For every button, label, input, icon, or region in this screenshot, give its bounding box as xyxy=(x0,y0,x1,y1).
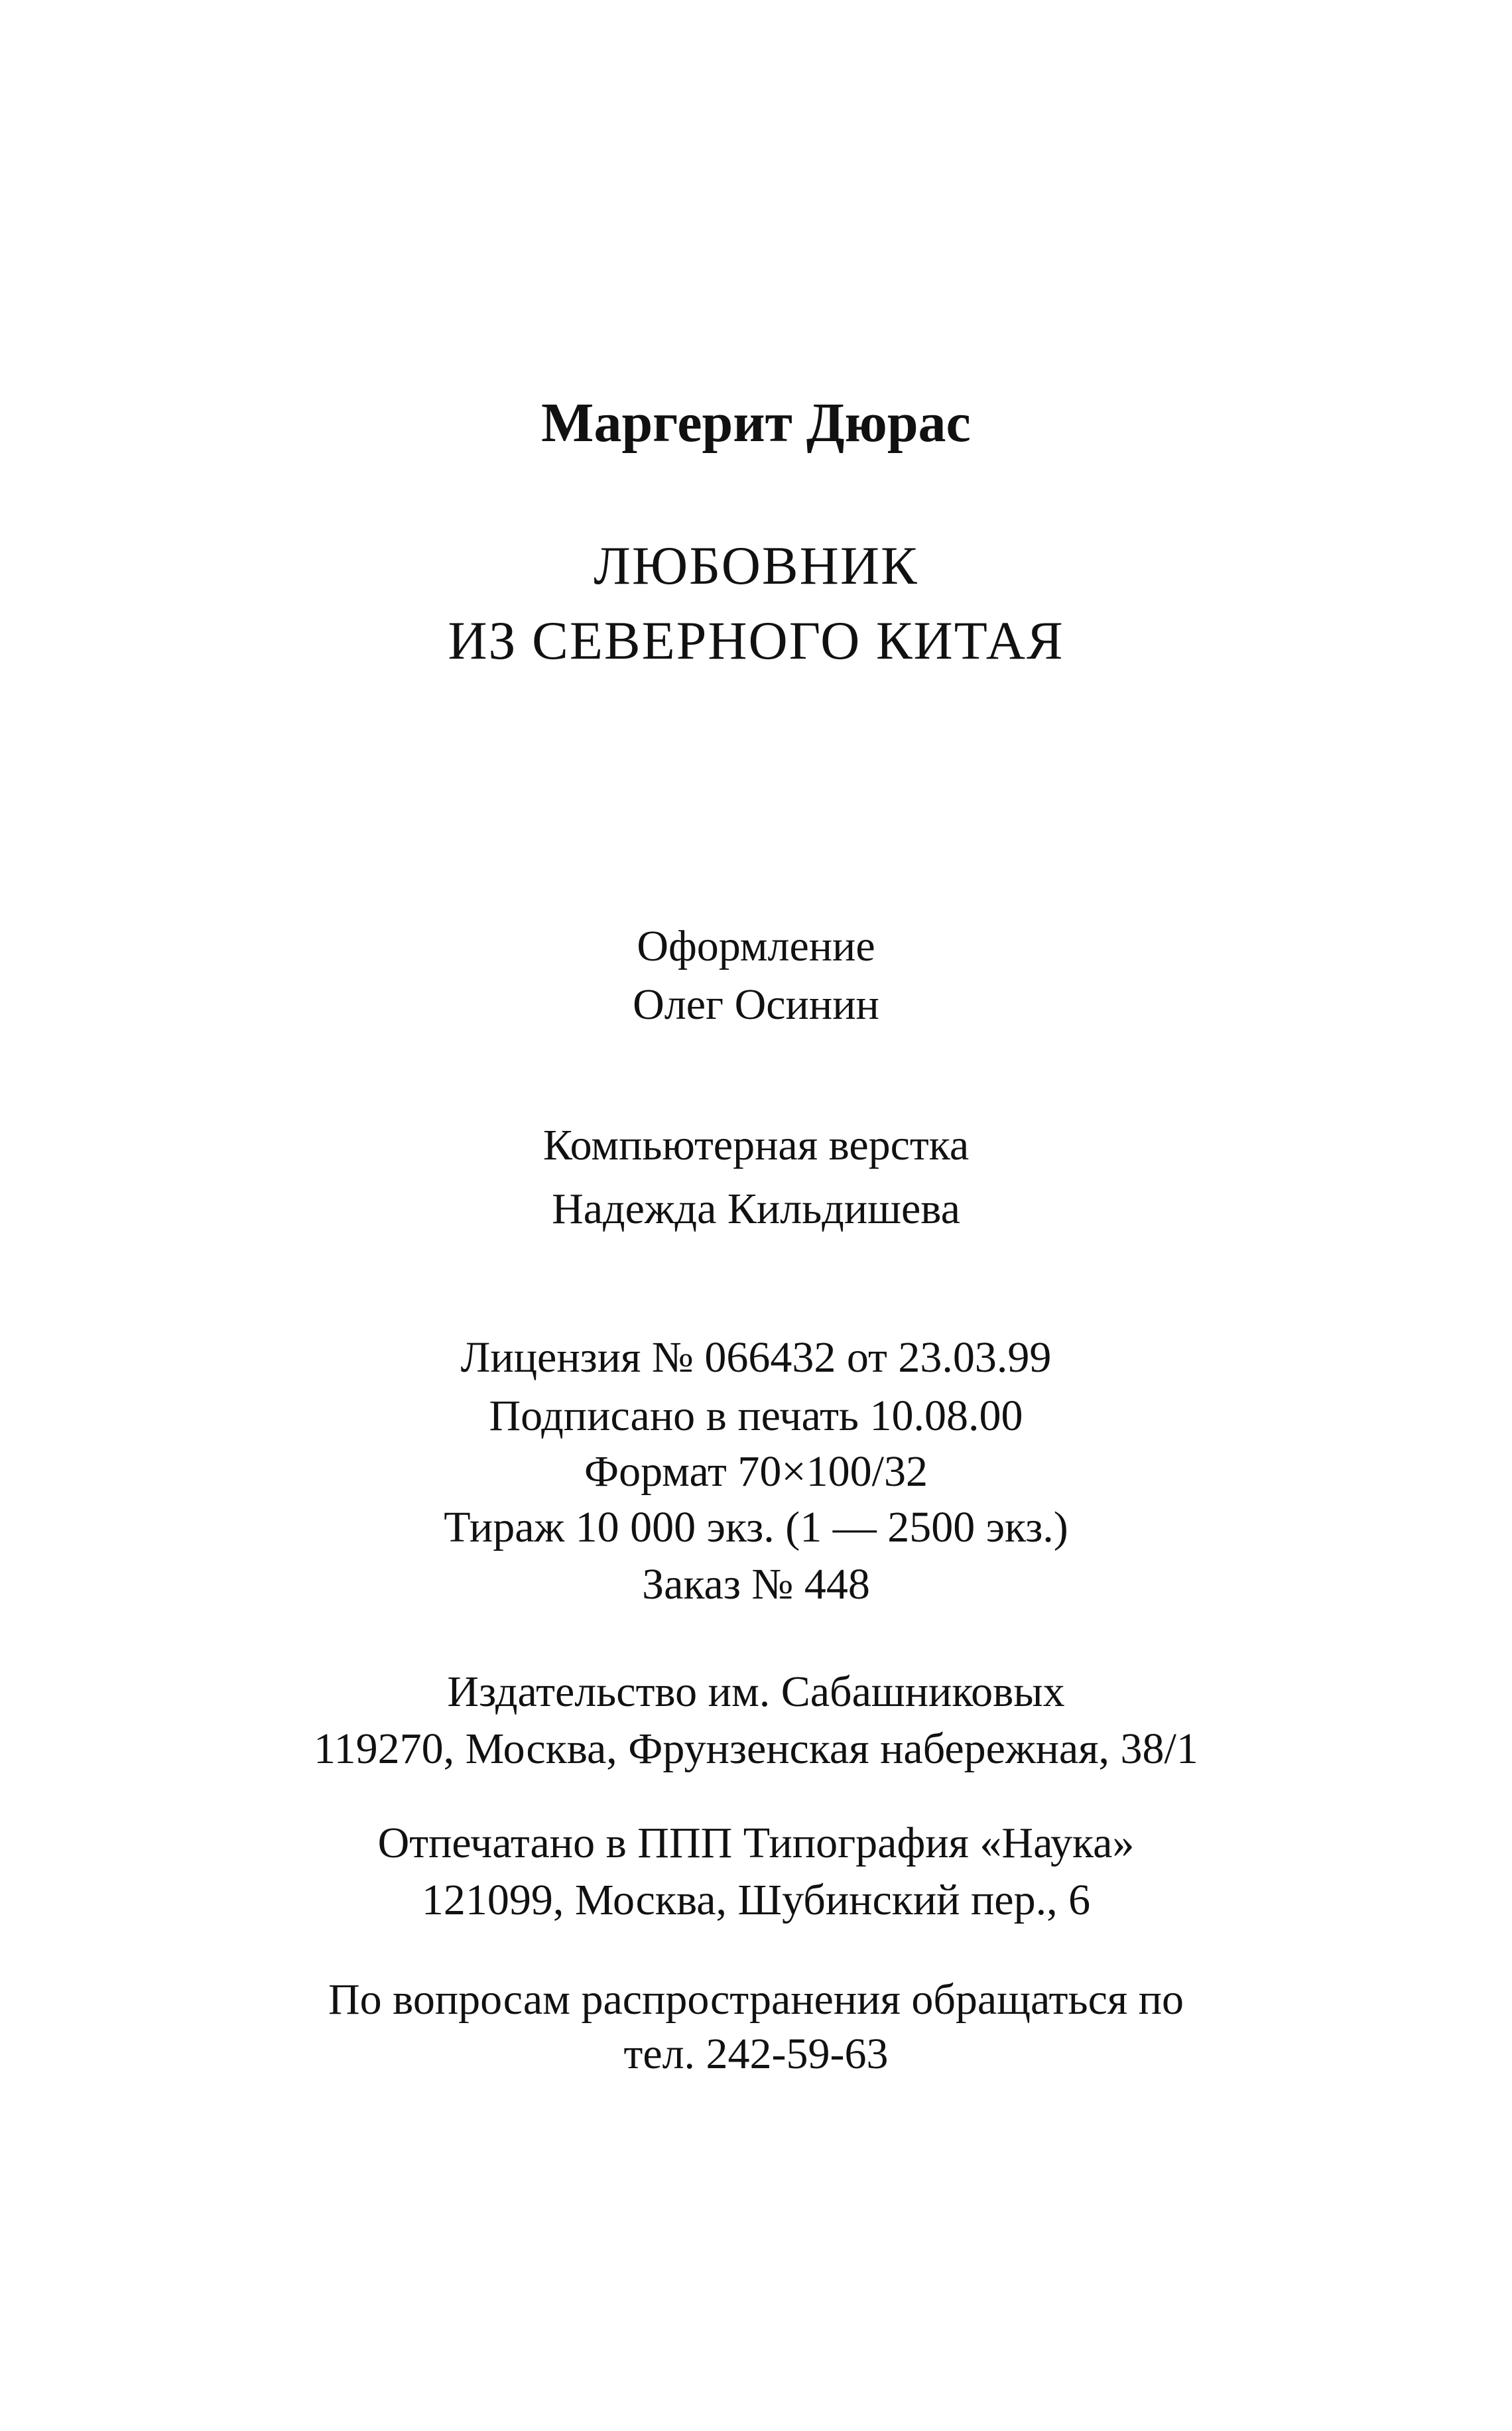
book-title-line-2: ИЗ СЕВЕРНОГО КИТАЯ xyxy=(448,610,1064,671)
layout-label: Компьютерная верстка xyxy=(542,1121,970,1169)
distribution-phone: тел. 242-59-63 xyxy=(623,2030,889,2078)
signed-to-print-line: Подписано в печать 10.08.00 xyxy=(489,1392,1023,1440)
distribution-line-1: По вопросам распространения обращаться по xyxy=(328,1975,1184,2024)
license-line: Лицензия № 066432 от 23.03.99 xyxy=(460,1333,1052,1382)
author-name: Маргерит Дюрас xyxy=(541,392,971,454)
layout-name: Надежда Кильдишева xyxy=(552,1185,960,1233)
design-label: Оформление xyxy=(637,922,875,970)
printer-name: Отпечатано в ППП Типография «Наука» xyxy=(377,1819,1135,1867)
design-name: Олег Осинин xyxy=(633,980,879,1029)
book-title-line-1: ЛЮБОВНИК xyxy=(594,535,918,596)
print-run-line: Тираж 10 000 экз. (1 — 2500 экз.) xyxy=(444,1503,1068,1551)
order-line: Заказ № 448 xyxy=(642,1560,870,1609)
publisher-name: Издательство им. Сабашниковых xyxy=(447,1668,1065,1716)
printer-address: 121099, Москва, Шубинский пер., 6 xyxy=(421,1876,1091,1924)
format-line: Формат 70×100/32 xyxy=(584,1447,928,1496)
publisher-address: 119270, Москва, Фрунзенская набережная, 38/1 xyxy=(314,1725,1198,1773)
